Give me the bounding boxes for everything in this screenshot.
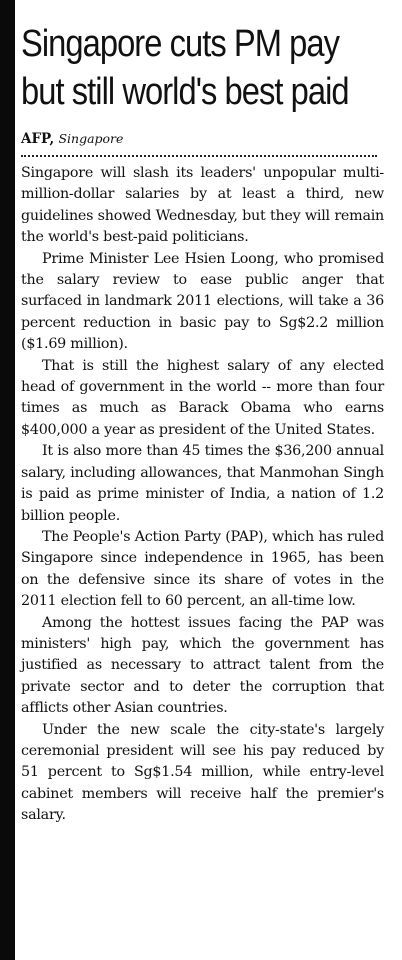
news-article xyxy=(21,20,384,827)
paragraph: Prime Minister Lee Hsien Loong, who promised the salary review to ease public anger that surfaced in landmark 2011 elections, will take a 36 percent reduction in basic pay to Sg$2.2 million ($1.69 million). xyxy=(21,250,384,353)
scan-left-edge xyxy=(0,0,15,960)
paragraph: Singapore will slash its leaders' unpopular multi-million-dollar salaries by at least a third, new guidelines showed Wednesday, but they will remain the world's best-paid politicians. xyxy=(21,165,384,246)
paragraph: Among the hottest issues facing the PAP was ministers' high pay, which the government has justified as necessary to attract talent from the private sector and to deter the corruption that afflicts other Asian countries. xyxy=(21,614,384,717)
headline-line-1: Singapore cuts PM pay xyxy=(21,23,340,65)
dateline-place: Singapore xyxy=(58,131,124,146)
paragraph: Under the new scale the city-state's largely ceremonial president will see his pay reduced by 51 percent to Sg$1.54 million, while entry-level cabinet members will receive half the premier's salary. xyxy=(21,721,384,824)
headline-line-2: but still world's best paid xyxy=(21,71,349,113)
dateline xyxy=(21,130,384,148)
article-body xyxy=(21,163,384,827)
dateline-agency: AFP, xyxy=(21,131,55,147)
paragraph: It is also more than 45 times the $36,200 annual salary, including allowances, that Manmohan Singh is paid as prime minister of India, a nation of 1.2 billion people. xyxy=(21,443,384,524)
dotted-divider xyxy=(21,155,377,157)
paragraph: That is still the highest salary of any elected head of government in the world -- more than four times as much as Barack Obama who earns $400,000 a year as president of the United States. xyxy=(21,357,384,438)
article-headline xyxy=(21,20,384,116)
paragraph: The People's Action Party (PAP), which has ruled Singapore since independence in 1965, has been on the defensive since its share of votes in the 2011 election fell to 60 percent, an all-time low. xyxy=(21,528,384,610)
